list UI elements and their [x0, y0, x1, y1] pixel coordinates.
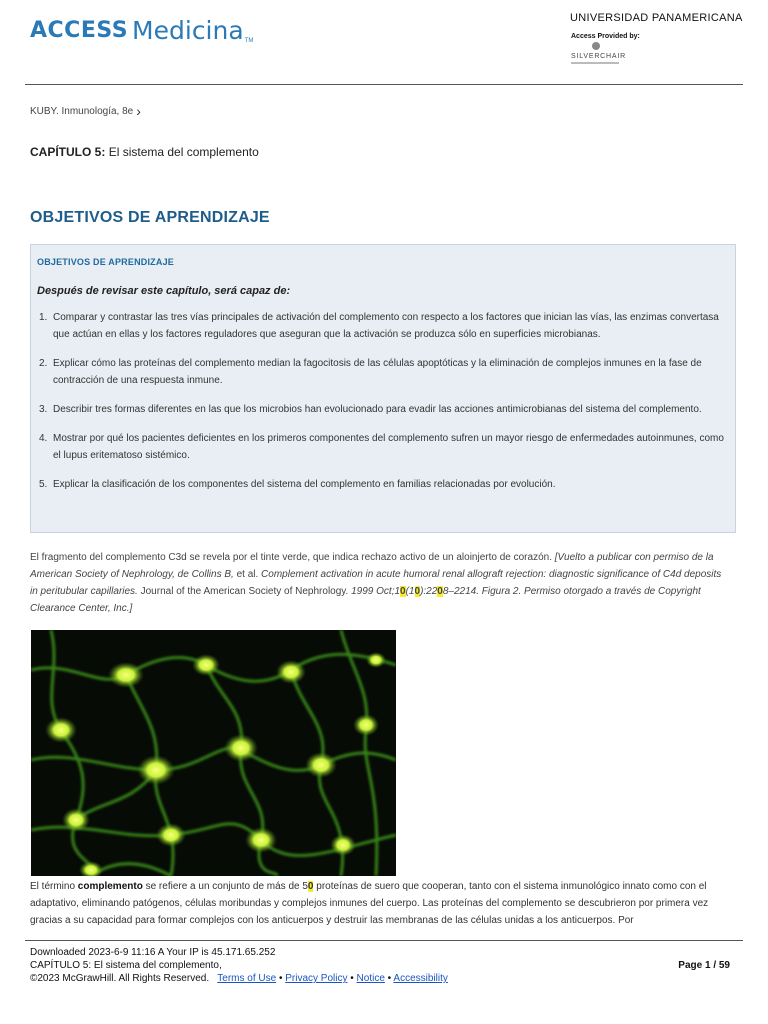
logo-tm: TM — [244, 38, 254, 44]
logo-medicina-text: Medicina — [132, 15, 244, 45]
chapter-heading — [30, 145, 259, 159]
micrograph-image — [31, 630, 396, 876]
silverchair-logo-icon — [592, 42, 600, 50]
objective-text: Explicar cómo las proteínas del complemento median la fagocitosis de las células apoptóticas y la eliminación de complejos inmunes en la fase de contracción de una respuesta inmune. — [53, 358, 702, 386]
objective-item: 3. Describir tres formas diferentes en las que los microbios han evolucionado para evadir las acciones antimicrobianas del sistema del complemento. — [39, 404, 702, 415]
silverchair-logo-text: SILVERCHAIR — [571, 53, 626, 60]
objective-text: Explicar la clasificación de los componentes del sistema del complemento en familias relacionadas por evolución. — [53, 479, 556, 490]
objectives-intro: Después de revisar este capítulo, será capaz de: — [37, 285, 291, 297]
body-paragraph: El término complemento se refiere a un conjunto de más de 50 proteínas de suero que cooperan, tanto con el sistema inmunológico innato como con el adaptativo, eliminando patógenos, células moribundas y complejos inmunes del cuerpo. Las proteínas del complemento se descubrieron por primera vez gracias a su capacidad para formar complejos con los anticuerpos y destruir las membranas de las células unidas a los anticuerpos. Por — [30, 881, 709, 926]
accessmedicina-logo[interactable] — [30, 10, 254, 50]
term-complemento: complemento — [77, 881, 143, 892]
search-highlight: 0 — [307, 881, 314, 892]
objective-item: 4. Mostrar por qué los pacientes deficientes en los primeros componentes del complemento sufren un mayor riesgo de enfermedades autoinmunes, como el lupus eritematoso sistémico. — [39, 433, 724, 461]
footer-copyright-line: ©2023 McGrawHill. All Rights Reserved. Terms of Use • Privacy Policy • Notice • Accessibility — [30, 973, 448, 984]
chapter-title: El sistema del complemento — [108, 145, 259, 159]
objective-text: Describir tres formas diferentes en las que los microbios han evolucionado para evadir las acciones antimicrobianas del sistema del complemento. — [53, 404, 702, 415]
page-header — [0, 0, 768, 86]
silverchair-logo-underline — [571, 62, 619, 64]
header-divider — [25, 84, 743, 85]
breadcrumb-book[interactable]: KUBY. Inmunología, 8e — [30, 105, 134, 117]
objectives-box — [30, 244, 736, 533]
access-provided-label: Access Provided by: — [571, 33, 640, 40]
terms-of-use-link[interactable]: Terms of Use — [217, 973, 277, 984]
chevron-right-icon: › — [136, 103, 141, 119]
footer-chapter: CAPÍTULO 5: El sistema del complemento, — [30, 960, 222, 971]
accessibility-link[interactable]: Accessibility — [393, 973, 448, 984]
institution-name: UNIVERSIDAD PANAMERICANA — [570, 12, 743, 24]
notice-link[interactable]: Notice — [356, 973, 385, 984]
fluorescence-micrograph — [31, 630, 396, 876]
objective-item: 1. Comparar y contrastar las tres vías principales de activación del complemento con respecto a los factores que inician las vías, las enzimas convertasa que actúan en ellas y los factores reguladores que aseguran que la activación se produzca sólo en superficies microbianas. — [39, 312, 719, 340]
objective-text: Mostrar por qué los pacientes deficientes en los primeros componentes del complemento sufren un mayor riesgo de enfermedades autoinmunes, como el lupus eritematoso sistémico. — [53, 433, 724, 461]
page-footer — [30, 946, 448, 985]
objectives-list — [37, 309, 727, 505]
footer-divider — [25, 940, 743, 941]
objective-text: Comparar y contrastar las tres vías principales de activación del complemento con respecto a los factores que inician las vías, las enzimas convertasa que actúan en ellas y los factores reguladores que aseguran que la activación se produzca sólo en superficies microbianas. — [53, 312, 719, 340]
chapter-label: CAPÍTULO 5: — [30, 145, 106, 159]
section-title: OBJETIVOS DE APRENDIZAJE — [30, 209, 270, 226]
search-highlight: 0 — [400, 586, 406, 597]
objective-item: 5. Explicar la clasificación de los componentes del sistema del complemento en familias relacionadas por evolución. — [39, 479, 556, 490]
breadcrumb[interactable] — [30, 103, 141, 119]
objective-item: 2. Explicar cómo las proteínas del complemento median la fagocitosis de las células apoptóticas y la eliminación de complejos inmunes en la fase de contracción de una respuesta inmune. — [39, 358, 702, 386]
search-highlight: 0 — [414, 586, 421, 597]
copyright: ©2023 McGrawHill. All Rights Reserved. — [30, 973, 210, 984]
privacy-policy-link[interactable]: Privacy Policy — [285, 973, 348, 984]
objectives-heading: OBJETIVOS DE APRENDIZAJE — [37, 257, 174, 267]
download-info: Downloaded 2023-6-9 11:16 A Your IP is 45.171.65.252 — [30, 947, 276, 958]
page-number: Page 1 / 59 — [678, 960, 730, 971]
figure-caption: El fragmento del complemento C3d se revela por el tinte verde, que indica rechazo activo de un aloinjerto de corazón. [Vuelto a publicar con permiso de la American Society of Nephrology, de Collins B, et al. Complement activation in acute humoral renal allograft rejection: diagnostic significance of C4d deposits in peritubular capillaries. Journal of the American Society of Nephrology. 1999 Oct;10(10):2208–2214. Figura 2. Permiso otorgado a través de Copyright Clearance Center, Inc.] — [30, 552, 722, 614]
logo-access-text: ACCESS — [30, 17, 129, 43]
search-highlight: 0 — [437, 586, 443, 597]
